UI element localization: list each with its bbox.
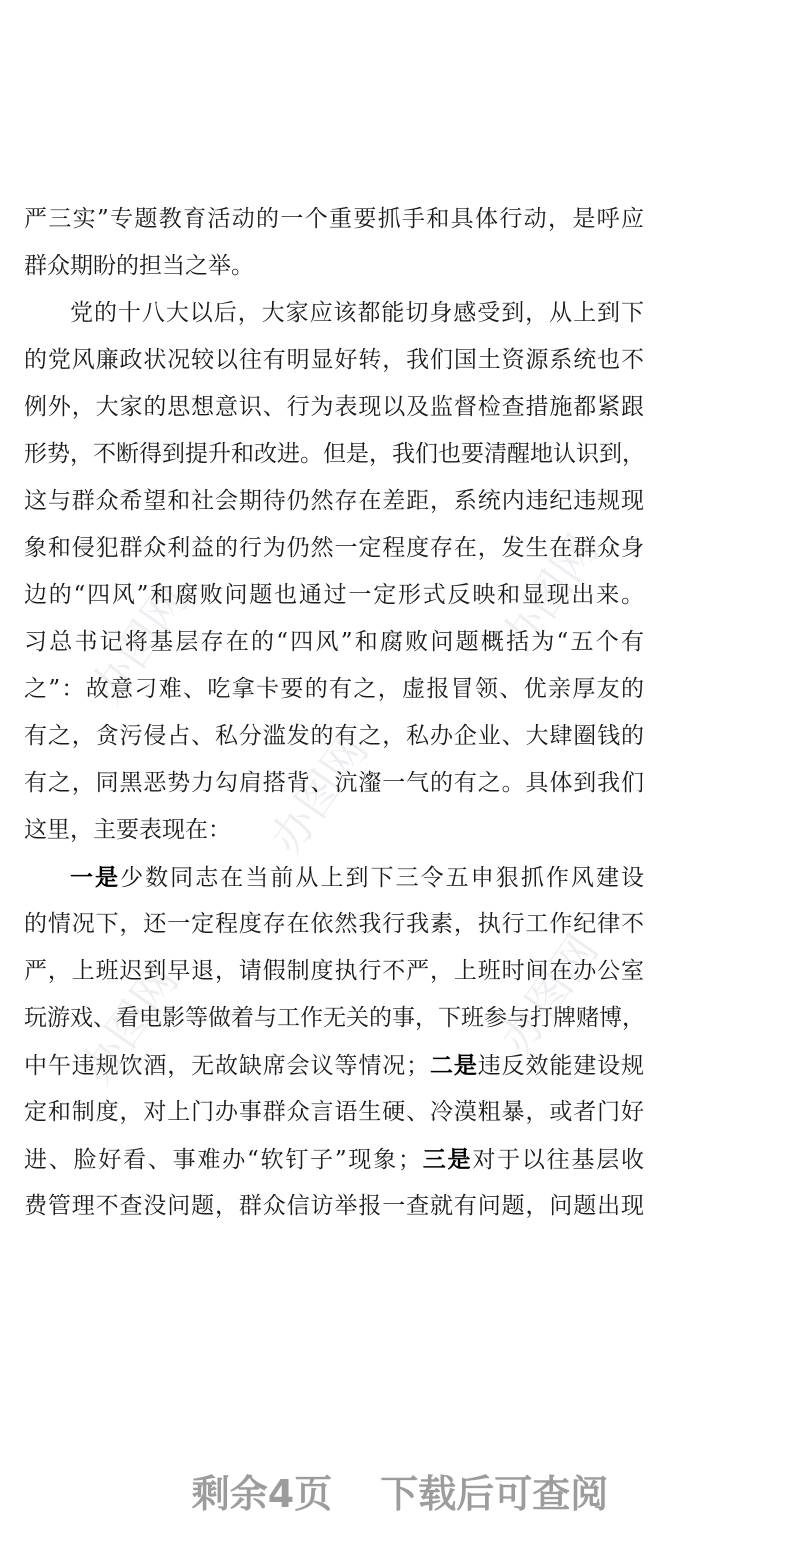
watermark: 办图网: [490, 925, 609, 1064]
text-span: 少数同志在当前从上到下三令五申狠抓作风建设: [120, 865, 645, 891]
text-line: 的情况下，还一定程度存在依然我行我素，执行工作纪律不: [24, 911, 644, 937]
paragraph-first-line: [24, 854, 644, 901]
watermark: 办图网: [80, 575, 199, 714]
paragraph-first-line: 党的十八大以后，大家应该都能切身感受到，从上到下: [70, 300, 644, 326]
text-line: 严，上班迟到早退，请假制度执行不严，上班时间在办公室: [24, 958, 644, 984]
watermark: 办图网: [260, 725, 379, 864]
emphasis-label: 三是: [420, 1146, 473, 1173]
text-span: 违反效能建设规: [477, 1053, 645, 1079]
text-line: 群众期盼的担当之举。: [24, 253, 254, 279]
text-line: 之”：故意刁难、吃拿卡要的有之，虚报冒领、优亲厚友的: [24, 676, 644, 702]
document-body: [24, 196, 644, 1230]
text-span: 进、脸好看、事难办“软钉子”现象；: [24, 1147, 421, 1173]
watermark: 办图网: [70, 955, 189, 1094]
text-span: 对于以往基层收: [472, 1147, 645, 1173]
text-line: 这与群众希望和社会期待仍然存在差距，系统内违纪违规现: [24, 488, 644, 514]
text-line: 边的“四风”和腐败问题也通过一定形式反映和显现出来。: [24, 582, 644, 608]
watermark: 办图网: [490, 525, 609, 664]
text-line: [24, 1136, 644, 1183]
download-prompt-banner[interactable]: [0, 1455, 800, 1525]
text-line: 有之，同黑恶势力勾肩搭背、沆瀣一气的有之。具体到我们: [24, 770, 644, 796]
text-line: 玩游戏、看电影等做着与工作无关的事，下班参与打牌赌博，: [24, 1005, 645, 1031]
remaining-pages-label[interactable]: 剩余4页: [191, 1471, 333, 1516]
text-line: 象和侵犯群众利益的行为仍然一定程度存在，发生在群众身: [24, 535, 644, 561]
text-span: 中午违规饮酒，无故缺席会议等情况；: [24, 1053, 430, 1079]
text-line: 定和制度，对上门办事群众言语生硬、冷漠粗暴，或者门好: [24, 1099, 644, 1125]
emphasis-label: 二是: [429, 1052, 478, 1079]
text-line: 有之，贪污侵占、私分滥发的有之，私办企业、大肆圈钱的: [24, 723, 644, 749]
text-line: [24, 1042, 644, 1089]
text-line: 费管理不查没问题，群众信访举报一查就有问题，问题出现: [24, 1193, 644, 1219]
text-line: 习总书记将基层存在的“四风”和腐败问题概括为“五个有: [24, 629, 644, 655]
download-to-view-label[interactable]: 下载后可查阅: [380, 1471, 609, 1516]
text-line: 这里，主要表现在：: [24, 817, 231, 843]
text-line: 严三实”专题教育活动的一个重要抓手和具体行动，是呼应: [24, 206, 644, 232]
emphasis-label: 一是: [70, 864, 121, 891]
text-line: 形势，不断得到提升和改进。但是，我们也要清醒地认识到，: [24, 441, 645, 467]
text-line: 的党风廉政状况较以往有明显好转，我们国土资源系统也不: [24, 347, 644, 373]
text-line: 例外，大家的思想意识、行为表现以及监督检查措施都紧跟: [24, 394, 644, 420]
